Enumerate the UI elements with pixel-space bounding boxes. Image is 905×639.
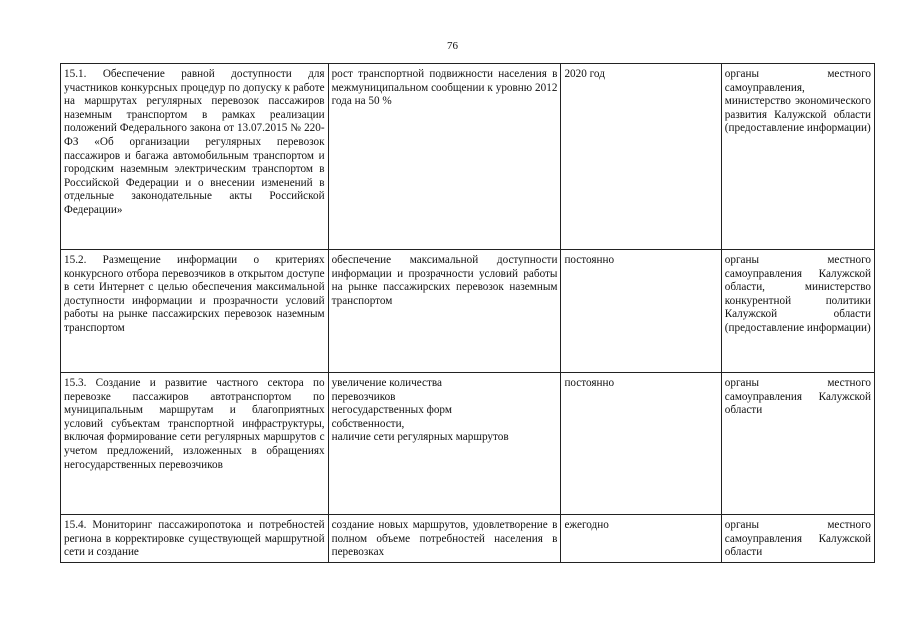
result-cell: создание новых маршрутов, удовлетворение в полном объеме потребностей населения в перевозках bbox=[328, 515, 561, 563]
responsible-cell: органы местного самоуправления, министерство экономического развития Калужской области (предоставление информации) bbox=[721, 64, 874, 250]
term-cell: постоянно bbox=[561, 250, 721, 373]
action-cell: 15.3. Создание и развитие частного сектора по перевозке пассажиров автотранспортом по муниципальным маршрутам и благоприятных условий субъектам транспортной инфраструктуры, включая формирование сети регулярных маршрутов с учетом предложений, изложенных в обращениях негосударственных перевозчиков bbox=[61, 373, 329, 515]
term-cell: постоянно bbox=[561, 373, 721, 515]
responsible-cell: органы местного самоуправления Калужской области bbox=[721, 373, 874, 515]
table-row bbox=[61, 64, 875, 250]
term-cell: 2020 год bbox=[561, 64, 721, 250]
measures-table bbox=[60, 63, 875, 563]
responsible-cell: органы местного самоуправления Калужской области bbox=[721, 515, 874, 563]
term-cell: ежегодно bbox=[561, 515, 721, 563]
result-cell: обеспечение максимальной доступности информации и прозрачности условий работы на рынке пассажирских перевозок наземным транспортом bbox=[328, 250, 561, 373]
action-cell: 15.4. Мониторинг пассажиропотока и потребностей региона в корректировке существующей маршрутной сети и создание bbox=[61, 515, 329, 563]
table-row bbox=[61, 250, 875, 373]
responsible-cell: органы местного самоуправления Калужской области, министерство конкурентной политики Калужской области (предоставление информации) bbox=[721, 250, 874, 373]
result-cell: увеличение количества перевозчиков негосударственных форм собственности, наличие сети регулярных маршрутов bbox=[328, 373, 561, 515]
action-cell: 15.1. Обеспечение равной доступности для участников конкурсных процедур по допуску к работе на маршрутах регулярных перевозок пассажиров наземным транспортом в рамках реализации положений Федерального закона от 13.07.2015 № 220-ФЗ «Об организации регулярных перевозок пассажиров и багажа автомобильным транспортом и городским наземным электрическим транспортом в Российской Федерации и о внесении изменений в отдельные законодательные акты Российской Федерации» bbox=[61, 64, 329, 250]
result-cell: рост транспортной подвижности населения в межмуниципальном сообщении к уровню 2012 года на 50 % bbox=[328, 64, 561, 250]
table-row bbox=[61, 515, 875, 563]
table-row bbox=[61, 373, 875, 515]
action-cell: 15.2. Размещение информации о критериях конкурсного отбора перевозчиков в открытом доступе в сети Интернет с целью обеспечения максимальной доступности информации и прозрачности условий работы на рынке пассажирских перевозок наземным транспортом bbox=[61, 250, 329, 373]
page-number: 76 bbox=[447, 40, 458, 52]
